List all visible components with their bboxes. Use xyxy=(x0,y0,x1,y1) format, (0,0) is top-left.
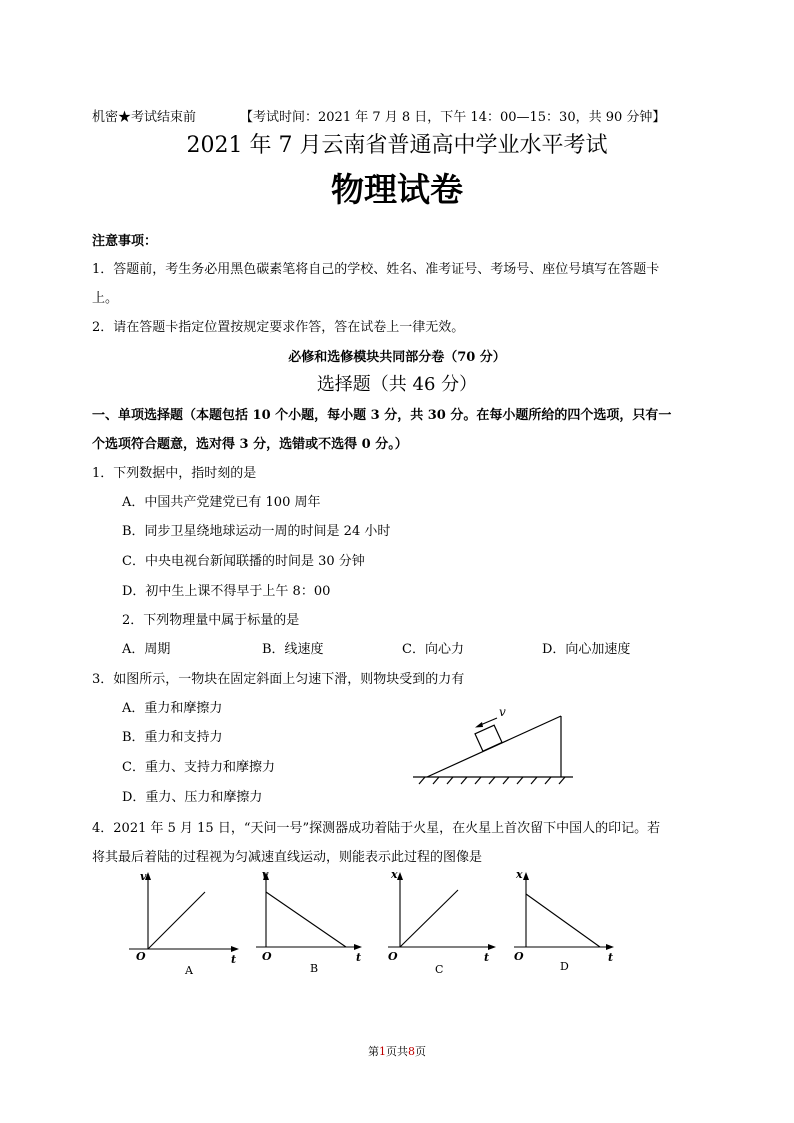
footer-prefix: 第 xyxy=(368,1045,379,1058)
graph-a-caption: A xyxy=(185,964,193,977)
velocity-arrowhead xyxy=(475,722,483,728)
q2-option-a: A．周期 xyxy=(122,642,171,657)
notice-item-1-cont: 上。 xyxy=(92,291,119,306)
q4-stem: 4．2021 年 5 月 15 日，“天问一号”探测器成功着陆于火星，在火星上首次留下中国人的印记。若 xyxy=(92,821,661,836)
q3-option-c: C．重力、支持力和摩擦力 xyxy=(122,760,275,775)
q2-option-d: D．向心加速度 xyxy=(542,642,631,657)
graph-a xyxy=(125,868,245,980)
graph-b-line xyxy=(266,892,346,947)
graph-d-y-arrow xyxy=(523,872,529,880)
q1-stem: 1．下列数据中，指时刻的是 xyxy=(92,466,257,481)
graph-b-y-label: v xyxy=(262,868,269,881)
notice-item-2: 2．请在答题卡指定位置按规定要求作答，答在试卷上一律无效。 xyxy=(92,320,465,335)
q3-stem: 3．如图所示，一物块在固定斜面上匀速下滑，则物块受到的力有 xyxy=(92,672,465,687)
q2-option-b: B．线速度 xyxy=(262,642,324,657)
graph-d-origin: O xyxy=(514,950,524,963)
graph-b-x-label: t xyxy=(356,951,362,964)
graph-c-x-label: t xyxy=(484,951,490,964)
incline-figure xyxy=(405,700,580,785)
graph-c-caption: C xyxy=(435,963,444,976)
graph-d-x-label: t xyxy=(608,951,614,964)
velocity-label: v xyxy=(499,705,506,719)
notice-heading: 注意事项： xyxy=(92,234,158,249)
graph-d-x-arrow xyxy=(606,944,614,950)
block xyxy=(475,725,502,751)
footer-suffix: 页 xyxy=(415,1045,426,1058)
part1-instructions-cont: 个选项符合题意，选对得 3 分，选错或不选得 0 分。） xyxy=(92,437,408,452)
graph-c xyxy=(380,868,500,980)
q3-option-a: A．重力和摩擦力 xyxy=(122,701,223,716)
graph-d-y-label: x xyxy=(516,868,523,881)
q3-option-d: D．重力、压力和摩擦力 xyxy=(122,790,263,805)
exam-title: 2021 年 7 月云南省普通高中学业水平考试 xyxy=(186,133,608,158)
graph-c-x-arrow xyxy=(488,944,496,950)
q1-option-c: C．中央电视台新闻联播的时间是 30 分钟 xyxy=(122,554,365,569)
graph-d-caption: D xyxy=(560,960,569,973)
graph-c-y-label: x xyxy=(391,868,398,881)
graph-d xyxy=(508,868,628,980)
notice-item-1: 1．答题前，考生务必用黑色碳素笔将自己的学校、姓名、准考证号、考场号、座位号填写在答题卡 xyxy=(92,262,660,277)
graph-b-origin: O xyxy=(262,950,272,963)
footer-total-pages: 8 xyxy=(408,1045,415,1058)
subject-title: 物理试卷 xyxy=(331,170,463,209)
graph-c-y-arrow xyxy=(397,872,403,880)
q1-option-a: A．中国共产党建党已有 100 周年 xyxy=(122,495,321,510)
graph-a-x-arrow xyxy=(231,946,239,952)
page-footer xyxy=(0,1043,794,1059)
q1-option-d: D．初中生上课不得早于上午 8：00 xyxy=(122,584,331,599)
graph-c-line xyxy=(400,890,458,947)
graph-a-y-label: v xyxy=(140,870,147,883)
graph-d-line xyxy=(526,894,600,947)
q4-stem-cont: 将其最后着陆的过程视为匀减速直线运动，则能表示此过程的图像是 xyxy=(92,850,483,865)
q2-option-c: C．向心力 xyxy=(402,642,464,657)
section-common: 必修和选修模块共同部分卷（70 分） xyxy=(288,350,506,365)
section-choice: 选择题（共 46 分） xyxy=(316,374,478,395)
footer-page-number: 1 xyxy=(379,1045,386,1058)
graph-b xyxy=(252,868,372,980)
graph-c-origin: O xyxy=(388,950,398,963)
graph-a-x-label: t xyxy=(231,953,237,966)
exam-time: 【考试时间：2021 年 7 月 8 日，下午 14：00—15：30，共 90 分钟】 xyxy=(240,110,666,125)
graph-b-x-arrow xyxy=(354,944,362,950)
secret-label: 机密★考试结束前 xyxy=(92,110,197,125)
q3-option-b: B．重力和支持力 xyxy=(122,730,223,745)
q1-option-b: B．同步卫星绕地球运动一周的时间是 24 小时 xyxy=(122,524,391,539)
ground-hatching xyxy=(419,777,565,784)
graph-b-caption: B xyxy=(310,962,319,975)
graph-a-line xyxy=(148,892,205,949)
graph-a-origin: O xyxy=(136,950,146,963)
q2-stem: 2．下列物理量中属于标量的是 xyxy=(122,613,300,628)
part1-instructions: 一、单项选择题（本题包括 10 个小题，每小题 3 分，共 30 分。在每小题所给的四个选项，只有一 xyxy=(92,408,672,423)
footer-middle: 页共 xyxy=(386,1045,408,1058)
